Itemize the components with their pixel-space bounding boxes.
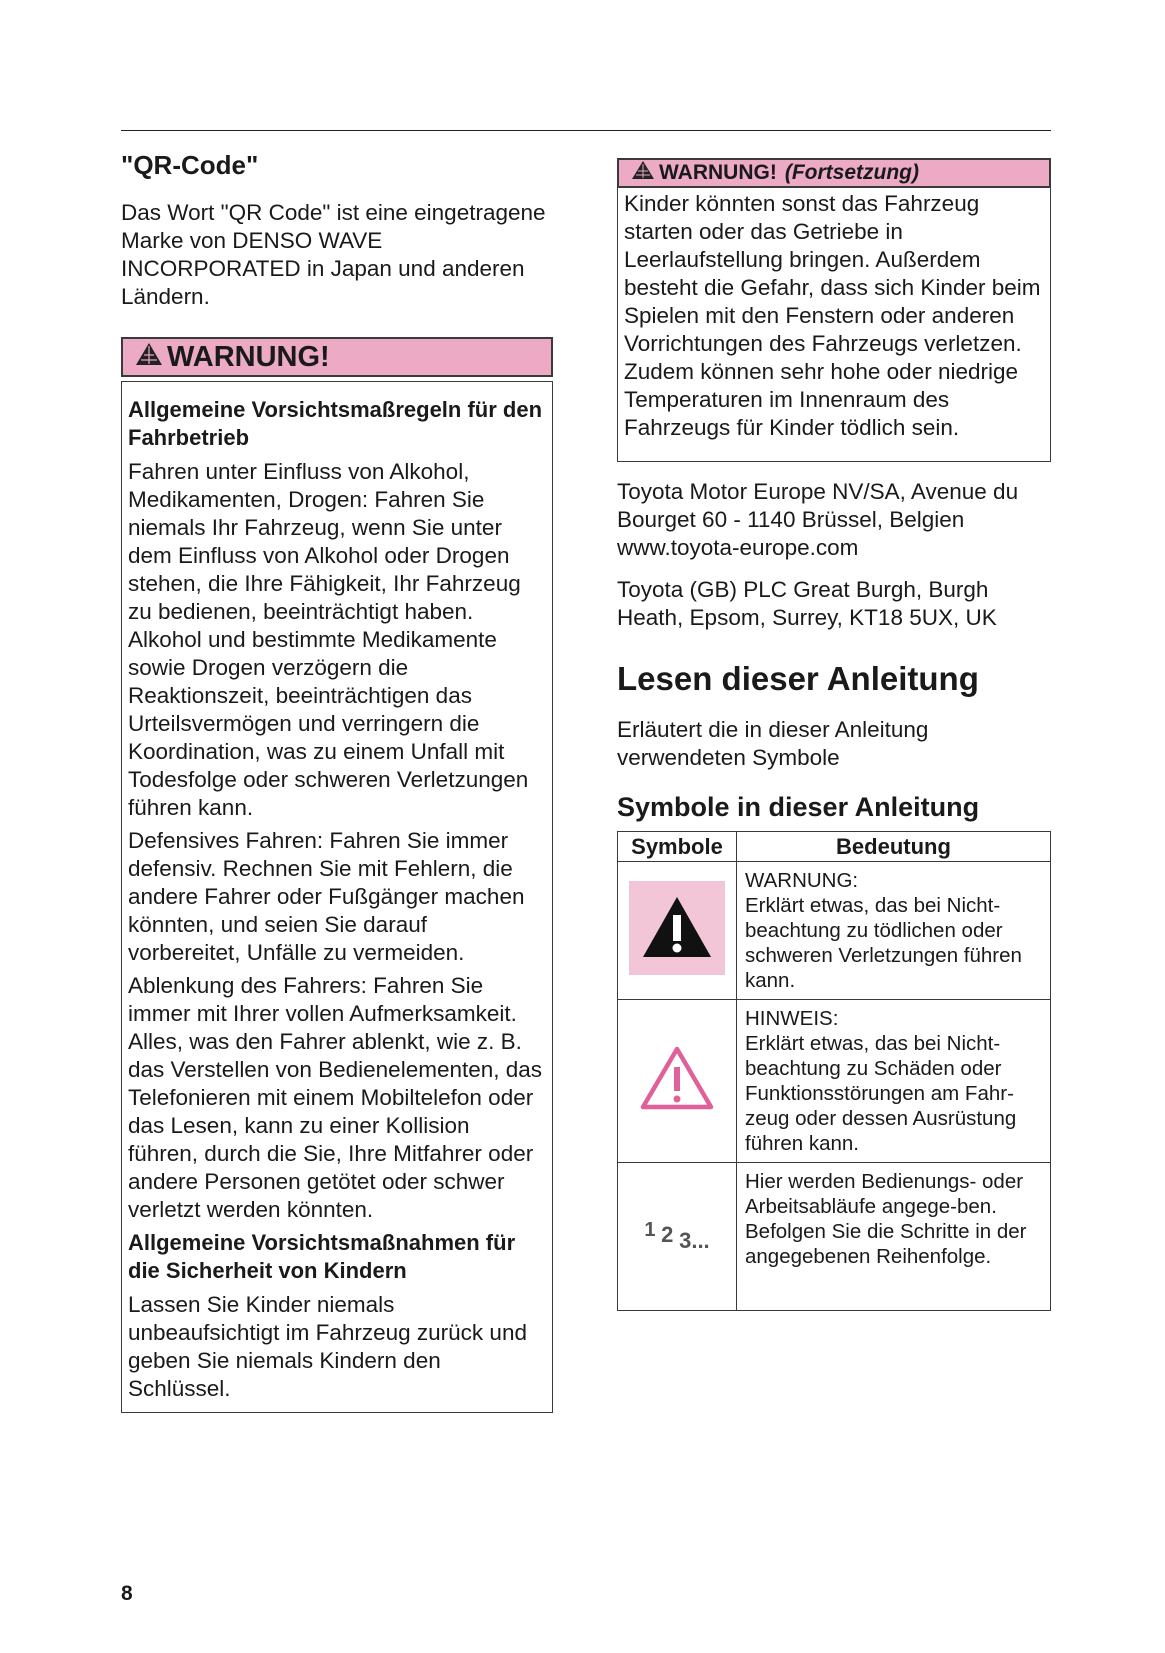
symbols-table xyxy=(617,831,1051,1311)
top-rule xyxy=(121,130,1051,131)
meaning-label: HINWEIS: xyxy=(745,1007,839,1030)
warning-title: WARNUNG! xyxy=(167,340,330,373)
warning-paragraph: Defensives Fahren: Fahren Sie immer defensiv. Rechnen Sie mit Fehlern, die andere Fahrer oder Fußgänger machen könnten, und seien Sie darauf vorbereitet, Unfälle zu vermeiden. xyxy=(128,828,525,965)
table-row xyxy=(618,1000,1051,1163)
right-column xyxy=(617,158,1051,1311)
warning-triangle-icon xyxy=(631,160,655,186)
symbol-cell xyxy=(618,862,737,1000)
warning-continued-body xyxy=(617,188,1051,462)
address-toyota-gb: Toyota (GB) PLC Great Burgh, Burgh Heath, Epsom, Surrey, KT18 5UX, UK xyxy=(617,577,997,630)
continuation-label: (Fortsetzung) xyxy=(784,161,919,184)
warning-continued-header xyxy=(617,158,1051,188)
column-header-meaning: Bedeutung xyxy=(737,832,1051,862)
table-row xyxy=(618,862,1051,1000)
meaning-text: Erklärt etwas, das bei Nicht-beachtung zu tödlichen oder schweren Verletzungen führen kann. xyxy=(745,894,1022,992)
meaning-cell xyxy=(737,1000,1051,1163)
caution-symbol-icon xyxy=(639,1045,715,1111)
warning-continued-title: WARNUNG! xyxy=(659,161,777,184)
left-column xyxy=(121,150,553,1413)
address-toyota-europe: Toyota Motor Europe NV/SA, Avenue du Bourget 60 - 1140 Brüssel, Belgien www.toyota-europe.com xyxy=(617,479,1019,560)
step-number-1: 1 xyxy=(644,1218,656,1241)
warning-subheading: Allgemeine Vorsichtsmaßregeln für den Fahrbetrieb xyxy=(128,397,543,450)
section-title: Lesen dieser Anleitung xyxy=(617,660,979,697)
qr-text: Das Wort "QR Code" ist eine eingetragene Marke von DENSO WAVE INCORPORATED in Japan und anderen Ländern. xyxy=(121,200,546,309)
warning-paragraph: Fahren unter Einfluss von Alkohol, Medikamenten, Drogen: Fahren Sie niemals Ihr Fahrzeug, wenn Sie unter dem Einfluss von Alkohol oder Drogen stehen, die Ihre Fähigkeit, Ihr Fahrzeug zu bedienen, beeinträchtigt haben. Alkohol und bestimmte Medikamente sowie Drogen verzögern die Reaktionszeit, beeinträchtigen das Urteilsvermögen und verringern die Koordination, was zu einem Unfall mit Todesfolge oder schweren Verletzungen führen kann. xyxy=(128,459,529,820)
column-header-symbols: Symbole xyxy=(618,832,737,862)
meaning-cell xyxy=(737,1163,1051,1311)
warning-symbol-icon xyxy=(629,881,725,975)
warning-paragraph: Ablenkung des Fahrers: Fahren Sie immer mit Ihrer vollen Aufmerksamkeit. Alles, was den Fahrer ablenkt, wie z. B. das Verstellen von Bedienelementen, das Telefonieren mit einem Mobiltelefon oder das Lesen, kann zu einer Kollision führen, durch die Sie, Ihre Mitfahrer oder andere Personen getötet oder schwer verletzt werden könnten. xyxy=(128,973,543,1222)
warning-header xyxy=(121,337,553,377)
step-number-3: 3... xyxy=(679,1227,710,1253)
warning-body xyxy=(121,381,553,1413)
meaning-label: WARNUNG: xyxy=(745,869,859,892)
page-number: 8 xyxy=(121,1582,133,1605)
step-number-2: 2 xyxy=(661,1221,674,1247)
table-header-row xyxy=(618,832,1051,862)
section-intro: Erläutert die in dieser Anleitung verwendeten Symbole xyxy=(617,717,929,770)
qr-title: "QR-Code" xyxy=(121,150,259,180)
meaning-cell xyxy=(737,862,1051,1000)
symbol-cell xyxy=(618,1163,737,1311)
warning-paragraph: Lassen Sie Kinder niemals unbeaufsichtigt im Fahrzeug zurück und geben Sie niemals Kindern den Schlüssel. xyxy=(128,1292,527,1401)
symbol-cell xyxy=(618,1000,737,1163)
subsection-title: Symbole in dieser Anleitung xyxy=(617,792,980,822)
table-row xyxy=(618,1163,1051,1311)
warning-triangle-icon xyxy=(135,341,163,374)
meaning-text: Hier werden Bedienungs- oder Arbeitsabläufe angege-ben. Befolgen Sie die Schritte in der angegebenen Reihenfolge. xyxy=(745,1170,1027,1268)
meaning-text: Erklärt etwas, das bei Nicht-beachtung zu Schäden oder Funktionsstörungen am Fahr-zeug oder dessen Ausrüstung führen kann. xyxy=(745,1032,1017,1155)
warning-subheading: Allgemeine Vorsichtsmaßnahmen für die Sicherheit von Kindern xyxy=(128,1230,516,1283)
warning-continued-text: Kinder könnten sonst das Fahrzeug starten oder das Getriebe in Leerlaufstellung bringen. Außerdem besteht die Gefahr, dass sich Kinder beim Spielen mit den Fenstern oder anderen Vorrichtungen des Fahrzeugs verletzen. Zudem können sehr hohe oder niedrige Temperaturen im Innenraum des Fahrzeugs für Kinder tödlich sein. xyxy=(624,191,1041,440)
